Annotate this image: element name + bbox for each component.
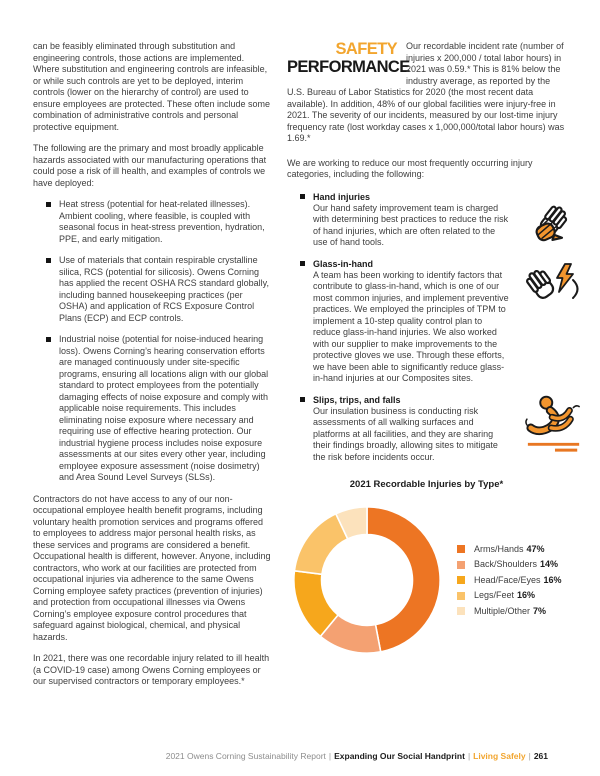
hazard-bullet-heat-stress [33, 199, 272, 245]
footer-page-number: 261 [533, 751, 548, 761]
chart-title: 2021 Recordable Injuries by Type* [349, 479, 504, 490]
square-bullet-icon [300, 397, 305, 402]
hazard-bullet-noise [33, 334, 272, 484]
legend-swatch-icon [457, 545, 465, 553]
lead-in-paragraph: We are working to reduce our most frequently occurring injury categories, including the following: [287, 157, 533, 179]
injury-section-slips-trips-falls [287, 394, 566, 464]
paragraph: can be feasibly eliminated through substitution and engineering controls, those actions are implemented. Where substitution and engineering controls are infeasible, or while such controls are yet to be deployed, interim controls (lower on the hierarchy of control) are used to ensure employees are protected. These often include some combination of administrative controls and personal protective equipment. [33, 41, 270, 132]
legend-value: 7% [533, 605, 547, 616]
paragraph: Contractors do not have access to any of our non-occupational employee health benefit programs, including voluntary health promotion services and programs offered to employees to address major personal health risks, as these services and programs are considered a benefit. Occupational health is different, however. Anyone, including contractors, who work at our facilities are protected from occupational injuries via adherence to the same Owens Corning employee safety practices (prevention of injuries) and protection from occupational illnesses via Owens Corning’s employee exposure control procedures that safeguard against biological, chemical, and physical hazards. [33, 493, 271, 642]
footer-separator: | [528, 751, 531, 761]
legend-label: Multiple/Other [474, 605, 531, 616]
legend-label: Arms/Hands [474, 543, 524, 554]
intro-paragraph: Our recordable incident rate (number of injuries x 200,000 / total labor hours) in 2021 was 0.59.* This is 81% below the industry average, as reported by the U.S. Bureau of Labor Statistics for 2020 (the most recent data available). In addition, 48% of our global facilities were injury-free in 2021. The severity of our incidents, measured by our lost-time injury frequency rate (lost workday cases x 1,000,000/total labor hours) was 1.69.* [287, 41, 565, 143]
injury-section-glass-in-hand [287, 258, 566, 385]
square-bullet-icon [300, 261, 305, 266]
injury-text [287, 394, 511, 464]
bullet-text: Heat stress (potential for heat-related illnesses). Ambient cooling, where feasible, is coupled with seasonal focus in heat-stress prevention, hydration, PPE, and early mitigation. [59, 199, 265, 244]
donut-segment-arms-hands [367, 507, 440, 652]
bullet-text: Industrial noise (potential for noise-induced hearing loss). Owens Corning’s hearing conservation efforts are managed continuously under site-specific programs, ensuring all locations align with our global standard to protect employees from the potentially damaging effects of noise exposure and comply with applicable noise requirements. This includes eliminating noise exposure where necessary and requiring use of effective hearing protection. Our industrial hygiene process includes noise exposure assessments at our sites every other year, including employee exposure assessment (noise dosimetry) and Area Sound Level Surveys (SLSs). [59, 334, 269, 482]
legend-value: 14% [540, 559, 559, 569]
legend-swatch-icon [457, 576, 465, 584]
injuries-donut-chart [283, 496, 451, 664]
square-bullet-icon [300, 194, 305, 199]
legend-item-arms-hands [457, 545, 562, 554]
legend-item-legs-feet [457, 591, 562, 600]
section-heading-word-performance: PERFORMANCE [287, 58, 410, 76]
section-heading [287, 40, 410, 76]
injury-body: Our hand safety improvement team is charged with determining best practices to reduce the risk of hand injuries, which are often related to the use of hand tools. [313, 202, 509, 247]
footer-report-title: 2021 Owens Corning Sustainability Report [165, 751, 326, 761]
legend-label: Legs/Feet [474, 590, 515, 600]
footer-subsection: Living Safely [473, 751, 526, 761]
footer-section: Expanding Our Social Handprint [334, 751, 465, 761]
injuries-chart-area [287, 496, 566, 664]
footer-separator: | [467, 751, 471, 761]
injury-title: Slips, trips, and falls [313, 394, 401, 405]
square-bullet-icon [46, 202, 51, 207]
injury-title: Glass-in-hand [313, 258, 374, 269]
legend-value: 47% [526, 543, 545, 554]
legend-value: 16% [543, 574, 562, 585]
hazard-bullet-silica [33, 255, 272, 324]
injury-text [287, 191, 511, 249]
right-text-column [287, 41, 566, 664]
injury-section-hand-injuries [287, 191, 566, 249]
paragraph: The following are the primary and most broadly applicable hazards associated with our manufacturing operations that could pose a risk of ill health, and examples of controls we have deployed: [33, 143, 267, 188]
legend-swatch-icon [457, 561, 465, 569]
injury-text [287, 258, 511, 385]
safety-performance-section [287, 41, 566, 155]
slipping-person-icon [511, 394, 597, 454]
page-footer [166, 751, 548, 761]
legend-item-back-shoulders [457, 560, 562, 569]
hand-with-glass-shard-icon [511, 258, 597, 310]
injury-body: Our insulation business is conducting risk assessments of all walking surfaces and platforms at all facilities, and they are sharing their findings broadly, allowing sites to mitigate the risk before incidents occur. [313, 405, 498, 462]
legend-label: Back/Shoulders [474, 559, 538, 569]
square-bullet-icon [46, 258, 51, 263]
left-text-column [33, 41, 272, 698]
legend-swatch-icon [457, 607, 465, 615]
paragraph: In 2021, there was one recordable injury related to ill health (a COVID-19 case) among Owens Corning employees or our supervised contractors or temporary employees.* [33, 653, 270, 686]
square-bullet-icon [46, 337, 51, 342]
injury-body: A team has been working to identify factors that contribute to glass-in-hand, which is one of our most common injuries, and implement preventive practices. We employed the principles of TPM to implement a 10-step quality control plan to reduce glass-in-hand injuries. We also worked with our supplier to make improvements to the protective gloves we use. Through these efforts, we have been able to significantly reduce glass-in-hand injuries at our Composites sites. [313, 269, 509, 383]
bullet-text: Use of materials that contain respirable crystalline silica, RCS (potential for silicosis). Owens Corning has applied the recent OSHA RCS standard globally, including banned housekeeping practices (per OSHA) and application of RCS Exposure Control Plans (ECP) and ECP controls. [59, 255, 269, 323]
injury-title: Hand injuries [313, 191, 371, 202]
legend-value: 16% [517, 590, 536, 600]
legend-label: Head/Face/Eyes [474, 574, 541, 585]
legend-item-head-face-eyes [457, 576, 562, 585]
legend-item-multiple-other [457, 607, 562, 616]
gloved-hands-icon [511, 191, 597, 247]
legend-swatch-icon [457, 592, 465, 600]
section-heading-word-safety: SAFETY [335, 40, 397, 58]
footer-separator: | [328, 751, 332, 761]
chart-legend [457, 538, 562, 622]
